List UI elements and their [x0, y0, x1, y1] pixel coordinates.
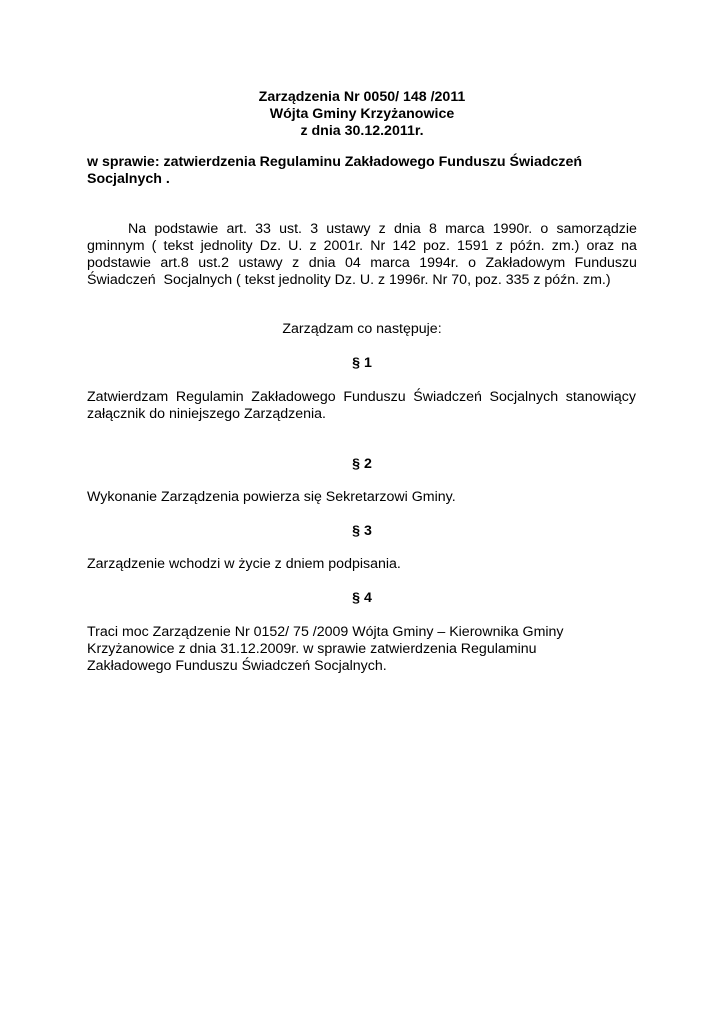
word: 8	[428, 221, 437, 237]
word: tekst	[163, 238, 194, 254]
word: marca	[445, 221, 485, 237]
legal-basis-paragraph	[87, 221, 637, 289]
word: jednolity	[200, 238, 253, 254]
word: samorządzie	[556, 221, 637, 237]
word: Zakładowym	[485, 255, 566, 271]
word: podstawie	[154, 221, 219, 237]
word: 04	[345, 255, 361, 271]
word: Regulamin	[175, 389, 244, 405]
word: ust.2	[198, 255, 230, 271]
word: Świadczeń	[413, 389, 482, 405]
word: (	[151, 238, 157, 254]
word: gminnym	[87, 238, 145, 254]
section-title: § 3	[352, 523, 372, 539]
section-title: § 1	[352, 355, 372, 371]
word: marca	[370, 255, 410, 271]
issue-date: z dnia 30.12.2011r.	[300, 123, 424, 139]
word: o	[540, 221, 549, 237]
word: ust.	[279, 221, 302, 237]
section-body	[87, 624, 647, 675]
word: na	[621, 238, 637, 254]
word: o	[468, 255, 477, 271]
word: Funduszu	[343, 389, 406, 405]
word: 1591	[457, 238, 489, 254]
word: art.8	[160, 255, 189, 271]
basis-line	[87, 255, 637, 272]
word: zm.)	[551, 238, 580, 254]
word: Zatwierdzam	[87, 389, 169, 405]
word: 142	[392, 238, 416, 254]
word: z	[309, 238, 317, 254]
word: podstawie	[87, 255, 151, 271]
word: 2001r.	[323, 238, 364, 254]
basis-line	[87, 221, 637, 238]
word: ustawy	[326, 221, 371, 237]
issuer: Wójta Gminy Krzyżanowice	[269, 106, 455, 122]
intro-statement: Zarządzam co następuje:	[282, 321, 442, 337]
word: Socjalnych	[489, 389, 559, 405]
basis-line: Świadczeń Socjalnych ( tekst jednolity Dz. U. z 1996r. Nr 70, poz. 335 z późn. zm.)	[87, 272, 611, 288]
word: późn.	[509, 238, 545, 254]
section-line: załącznik do niniejszego Zarządzenia.	[87, 406, 326, 422]
word: U.	[288, 238, 303, 254]
word: z	[292, 255, 300, 271]
regulation-number: Zarządzenia Nr 0050/ 148 /2011	[258, 89, 466, 105]
word: Zakładowego	[251, 389, 336, 405]
section-line: Traci moc Zarządzenie Nr 0152/ 75 /2009 Wójta Gminy – Kierownika Gminy	[87, 624, 564, 640]
document-subject	[87, 154, 647, 188]
section-body	[87, 556, 647, 573]
subject-line: Socjalnych .	[87, 171, 170, 187]
word: Nr	[370, 238, 386, 254]
word: Na	[128, 221, 147, 237]
word: stanowiący	[565, 389, 636, 405]
section-title: § 4	[352, 590, 372, 606]
section-title: § 2	[352, 456, 372, 472]
word: 33	[255, 221, 271, 237]
word: poz.	[423, 238, 450, 254]
word: z	[378, 221, 386, 237]
section-line	[87, 389, 636, 406]
subject-line: w sprawie: zatwierdzenia Regulaminu Zakładowego Funduszu Świadczeń	[87, 154, 583, 170]
section-line: Krzyżanowice z dnia 31.12.2009r. w sprawie zatwierdzenia Regulaminu	[87, 641, 537, 657]
section-body	[87, 489, 647, 506]
word: dnia	[393, 221, 421, 237]
word: Dz.	[259, 238, 282, 254]
word: art.	[226, 221, 247, 237]
word: oraz	[586, 238, 615, 254]
word: Funduszu	[574, 255, 637, 271]
word: 1994r.	[419, 255, 459, 271]
section-line: Wykonanie Zarządzenia powierza się Sekretarzowi Gminy.	[87, 489, 456, 505]
word: dnia	[308, 255, 336, 271]
basis-line	[87, 238, 637, 255]
section-body	[87, 389, 647, 423]
word: ustawy	[238, 255, 283, 271]
word: 3	[310, 221, 319, 237]
section-line: Zarządzenie wchodzi w życie z dniem podpisania.	[87, 556, 401, 572]
document-header	[0, 89, 724, 140]
section-line: Zakładowego Funduszu Świadczeń Socjalnych.	[87, 658, 387, 674]
word: 1990r.	[492, 221, 533, 237]
word: z	[495, 238, 503, 254]
